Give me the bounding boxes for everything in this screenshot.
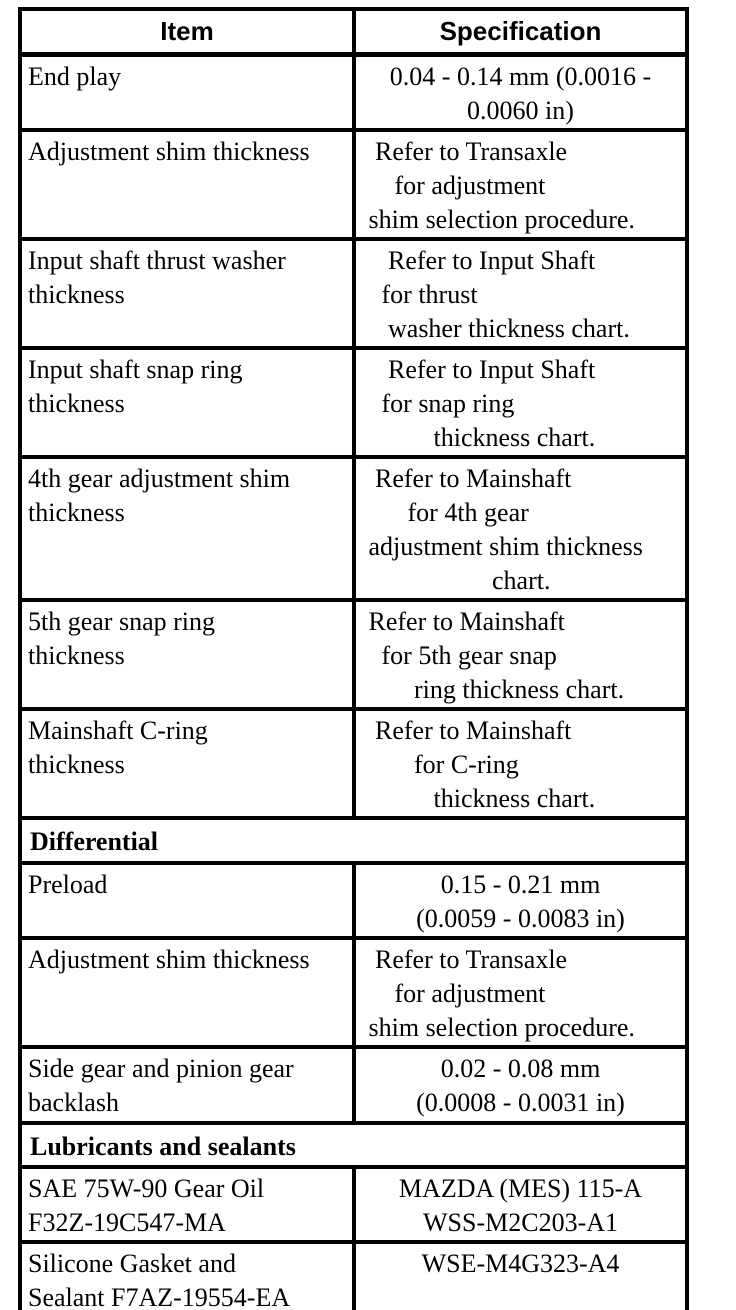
item-cell-preload: Preload <box>20 863 354 938</box>
item-cell-diff-adjustment-shim: Adjustment shim thickness <box>20 938 354 1047</box>
table-row <box>20 600 687 709</box>
table-header-row <box>20 9 687 54</box>
spec-cell-input-snap-ring: Refer to Input Shaft for snap ring thickness chart. <box>354 348 687 457</box>
item-cell-end-play: End play <box>20 54 354 130</box>
table-row <box>20 1047 687 1123</box>
table-row <box>20 938 687 1047</box>
section-row-differential <box>20 818 687 863</box>
spec-cell-diff-adjustment-shim: Refer to Transaxle for adjustment shim selection procedure. <box>354 938 687 1047</box>
item-cell-adjustment-shim: Adjustment shim thickness <box>20 130 354 239</box>
spec-cell-thrust-washer: Refer to Input Shaft for thrust washer thickness chart. <box>354 239 687 348</box>
section-label-differential: Differential <box>20 818 687 863</box>
item-cell-c-ring: Mainshaft C-ring thickness <box>20 709 354 818</box>
item-cell-4th-gear-shim: 4th gear adjustment shim thickness <box>20 457 354 600</box>
table-row <box>20 1167 687 1242</box>
table-row <box>20 239 687 348</box>
table-row <box>20 863 687 938</box>
item-cell-thrust-washer: Input shaft thrust washer thickness <box>20 239 354 348</box>
table-row <box>20 709 687 818</box>
spec-cell-silicone-sealant: WSE-M4G323-A4 <box>354 1242 687 1310</box>
section-label-lubricants: Lubricants and sealants <box>20 1123 687 1167</box>
item-cell-gear-oil: SAE 75W-90 Gear Oil F32Z-19C547-MA <box>20 1167 354 1242</box>
spec-cell-end-play: 0.04 - 0.14 mm (0.0016 - 0.0060 in) <box>354 54 687 130</box>
scanned-page <box>0 7 736 1310</box>
column-header-specification: Specification <box>354 9 687 54</box>
spec-cell-gear-oil: MAZDA (MES) 115-A WSS-M2C203-A1 <box>354 1167 687 1242</box>
spec-cell-backlash: 0.02 - 0.08 mm (0.0008 - 0.0031 in) <box>354 1047 687 1123</box>
spec-cell-4th-gear-shim: Refer to Mainshaft for 4th gear adjustment shim thickness chart. <box>354 457 687 600</box>
table-row <box>20 1242 687 1310</box>
item-cell-silicone-sealant: Silicone Gasket and Sealant F7AZ-19554-EA <box>20 1242 354 1310</box>
item-cell-backlash: Side gear and pinion gear backlash <box>20 1047 354 1123</box>
table-row <box>20 54 687 130</box>
table-row <box>20 348 687 457</box>
item-cell-input-snap-ring: Input shaft snap ring thickness <box>20 348 354 457</box>
item-cell-5th-gear-snap-ring: 5th gear snap ring thickness <box>20 600 354 709</box>
spec-cell-c-ring: Refer to Mainshaft for C-ring thickness chart. <box>354 709 687 818</box>
spec-cell-adjustment-shim: Refer to Transaxle for adjustment shim selection procedure. <box>354 130 687 239</box>
column-header-item: Item <box>20 9 354 54</box>
specification-table <box>18 7 689 1310</box>
spec-cell-preload: 0.15 - 0.21 mm (0.0059 - 0.0083 in) <box>354 863 687 938</box>
table-row <box>20 130 687 239</box>
spec-cell-5th-gear-snap-ring: Refer to Mainshaft for 5th gear snap ring thickness chart. <box>354 600 687 709</box>
section-row-lubricants <box>20 1123 687 1167</box>
table-row <box>20 457 687 600</box>
